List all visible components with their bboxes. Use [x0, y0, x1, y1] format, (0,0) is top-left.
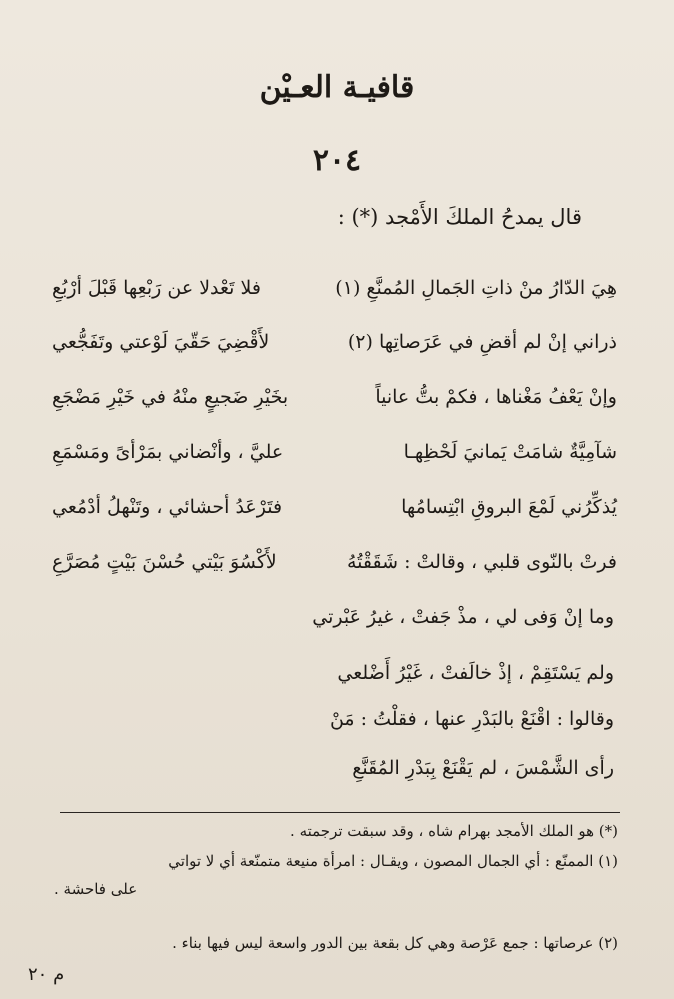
verse-single-line: وقالوا : اقْنَعْ بالبَدْرِ عنها ، فقلْتُ : مَنْ — [329, 708, 614, 730]
footnote: (*) هو الملك الأمجد بهرام شاه ، وقد سبقت ترجمته . — [290, 822, 618, 840]
chapter-title: قافيـة العـيْن — [259, 70, 415, 105]
verse-hemistich-first: شآمِيَّةٌ شامَتْ يَمانيَ لَحْظِهـا — [403, 441, 617, 463]
verse-hemistich-second: فلا تَعْدلا عن رَبْعِها قَبْلَ أرْبُعِ — [52, 277, 261, 299]
verse-line — [52, 386, 617, 408]
verse-line — [52, 441, 617, 463]
page-signature: م ٢٠ — [28, 964, 65, 985]
verse-hemistich-second: عليَّ ، وأنْضاني بمَرْأىً ومَسْمَعِ — [52, 441, 284, 463]
verse-hemistich-first: وإنْ يَعْفُ مَغْناها ، فكمْ بتُّ عانياً — [375, 386, 617, 408]
verse-line — [52, 551, 617, 573]
verse-hemistich-first: فرتْ بالنّوى قلبي ، وقالتْ : شَقَقْتُهُ — [346, 551, 617, 573]
verse-hemistich-first: ذراني إنْ لم أقضِ في عَرَصاتِها (٢) — [347, 331, 617, 353]
footnote-continuation: على فاحشة . — [54, 880, 138, 898]
verse-hemistich-second: فتَرْعَدُ أحشائي ، وتَنْهلُ أدْمُعي — [52, 496, 283, 518]
verse-single-line: ولم يَسْتَقِمْ ، إذْ خالَفتْ ، غَيْرُ أَضْلعي — [337, 662, 614, 684]
verse-line — [52, 496, 617, 518]
verse-hemistich-first: هِيَ الدّارُ منْ ذاتِ الجَمالِ المُمنَّعِ (١) — [335, 277, 617, 299]
footnote: (١) الممنّع : أي الجمال المصون ، ويقـال : امرأة منيعة متمنّعة أي لا تواتي — [168, 852, 618, 870]
footnote: (٢) عرصاتها : جمع عَرْصة وهي كل بقعة بين الدور واسعة ليس فيها بناء . — [172, 934, 618, 952]
intro-line: قال يمدحُ الملكَ الأَمْجد (*) : — [337, 205, 582, 229]
footnote-divider — [60, 812, 620, 813]
verse-single-line: رأى الشَّمْسَ ، لم يَقْنَعْ بِبَدْرِ المُقَنَّعِ — [352, 757, 614, 779]
verse-hemistich-second: لأَقْضِيَ حَقّيَ لَوْعتي وتَفَجُّعي — [52, 331, 270, 353]
verse-hemistich-second: لأَكْسُوَ بَيْتي حُسْنَ بَيْتٍ مُصَرَّعِ — [52, 551, 277, 573]
verse-hemistich-second: بخَيْرِ ضَجيعٍ منْهُ في خَيْرِ مَضْجَعِ — [52, 386, 289, 408]
poem-number: ٢٠٤ — [312, 143, 362, 178]
verse-line — [52, 277, 617, 299]
verse-single-line: وما إنْ وَفى لي ، مذْ جَفتْ ، غيرُ عَبْرتي — [312, 606, 614, 628]
verse-line — [52, 331, 617, 353]
verse-hemistich-first: يُذكِّرُني لَمْعَ البروقِ ابْتِسامُها — [401, 496, 617, 518]
